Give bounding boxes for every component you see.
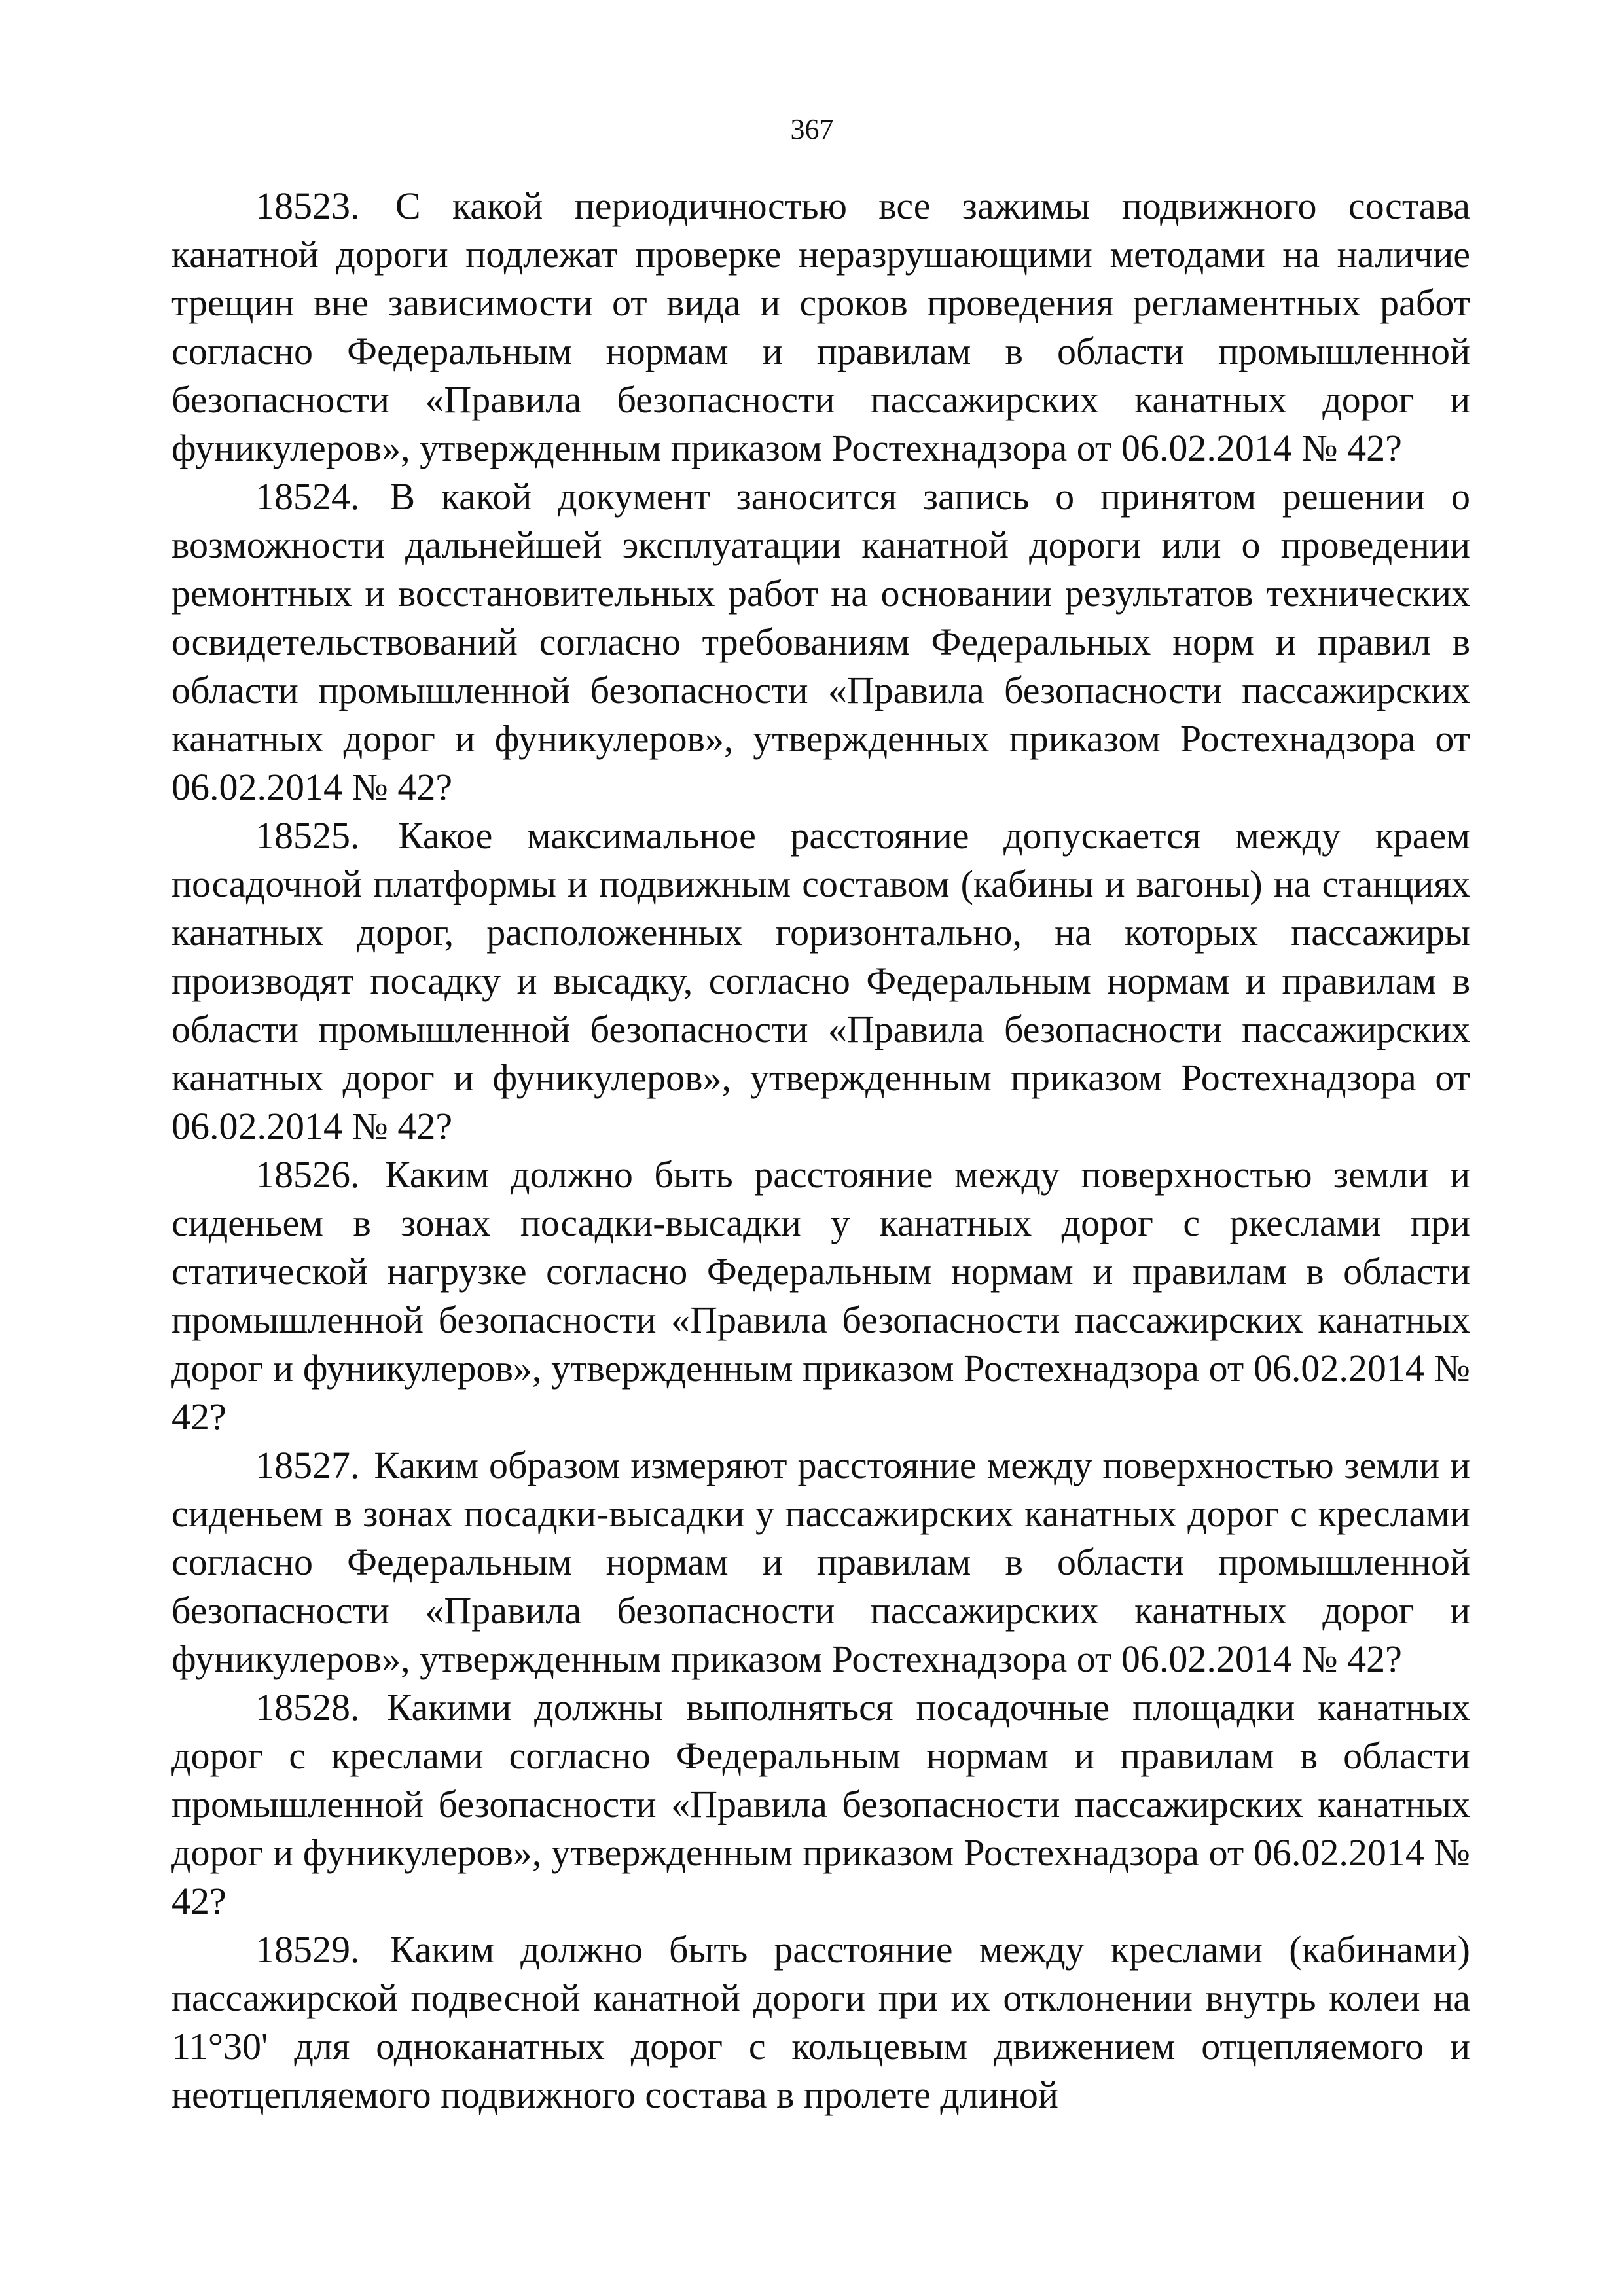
question-number: 18527. xyxy=(255,1444,360,1486)
question-18527 xyxy=(171,1441,1470,1683)
question-18524 xyxy=(171,473,1470,812)
question-number: 18525. xyxy=(255,814,360,857)
page-number: 367 xyxy=(790,113,834,145)
question-number: 18524. xyxy=(255,475,360,518)
question-number: 18526. xyxy=(255,1153,360,1196)
question-text: Какими должны выполняться посадочные площадки канатных дорог с креслами согласно Федеральным нормам и правилам в области промышленной безопасности «Правила безопасности пассажирских канатных дорог и фуникулеров», утвержденным приказом Ростехнадзора от 06.02.2014 № 42? xyxy=(171,1686,1470,1922)
question-text: Каким должно быть расстояние между поверхностью земли и сиденьем в зонах посадки-высадки у канатных дорог с ркеслами при статической нагрузке согласно Федеральным нормам и правилам в области промышленной безопасности «Правила безопасности пассажирских канатных дорог и фуникулеров», утвержденным приказом Ростехнадзора от 06.02.2014 № 42? xyxy=(171,1153,1471,1438)
question-text: Каким образом измеряют расстояние между поверхностью земли и сиденьем в зонах посадки-высадки у пассажирских канатных дорог с креслами согласно Федеральным нормам и правилам в области промышленной безопасности «Правила безопасности пассажирских канатных дорог и фуникулеров», утвержденным приказом Ростехнадзора от 06.02.2014 № 42? xyxy=(171,1444,1470,1680)
question-text: В какой документ заносится запись о принятом решении о возможности дальнейшей эксплуатации канатной дороги или о проведении ремонтных и восстановительных работ на основании результатов технических освидетельствований согласно требованиям Федеральных норм и правил в области промышленной безопасности «Правила безопасности пассажирских канатных дорог и фуникулеров», утвержденных приказом Ростехнадзора от 06.02.2014 № 42? xyxy=(171,475,1471,808)
question-text: С какой периодичностью все зажимы подвижного состава канатной дороги подлежат проверке неразрушающими методами на наличие трещин вне зависимости от вида и сроков проведения регламентных работ согласно Федеральным нормам и правилам в области промышленной безопасности «Правила безопасности пассажирских канатных дорог и фуникулеров», утвержденным приказом Ростехнадзора от 06.02.2014 № 42? xyxy=(171,185,1470,469)
question-18523 xyxy=(171,182,1470,473)
question-18525 xyxy=(171,812,1470,1151)
question-number: 18528. xyxy=(255,1686,360,1729)
question-18528 xyxy=(171,1683,1470,1926)
question-text: Каким должно быть расстояние между креслами (кабинами) пассажирской подвесной канатной дороги при их отклонении внутрь колеи на 11°30' для одноканатных дорог с кольцевым движением отцепляемого и неотцепляемого подвижного состава в пролете длиной xyxy=(171,1928,1470,2116)
questions-list xyxy=(171,182,1470,2119)
question-18529 xyxy=(171,1926,1470,2119)
question-number: 18529. xyxy=(255,1928,360,1971)
question-number: 18523. xyxy=(255,185,360,227)
question-text: Какое максимальное расстояние допускается между краем посадочной платформы и подвижным составом (кабины и вагоны) на станциях канатных дорог, расположенных горизонтально, на которых пассажиры производят посадку и высадку, согласно Федеральным нормам и правилам в области промышленной безопасности «Правила безопасности пассажирских канатных дорог и фуникулеров», утвержденным приказом Ростехнадзора от 06.02.2014 № 42? xyxy=(171,814,1470,1147)
question-18526 xyxy=(171,1151,1470,1441)
